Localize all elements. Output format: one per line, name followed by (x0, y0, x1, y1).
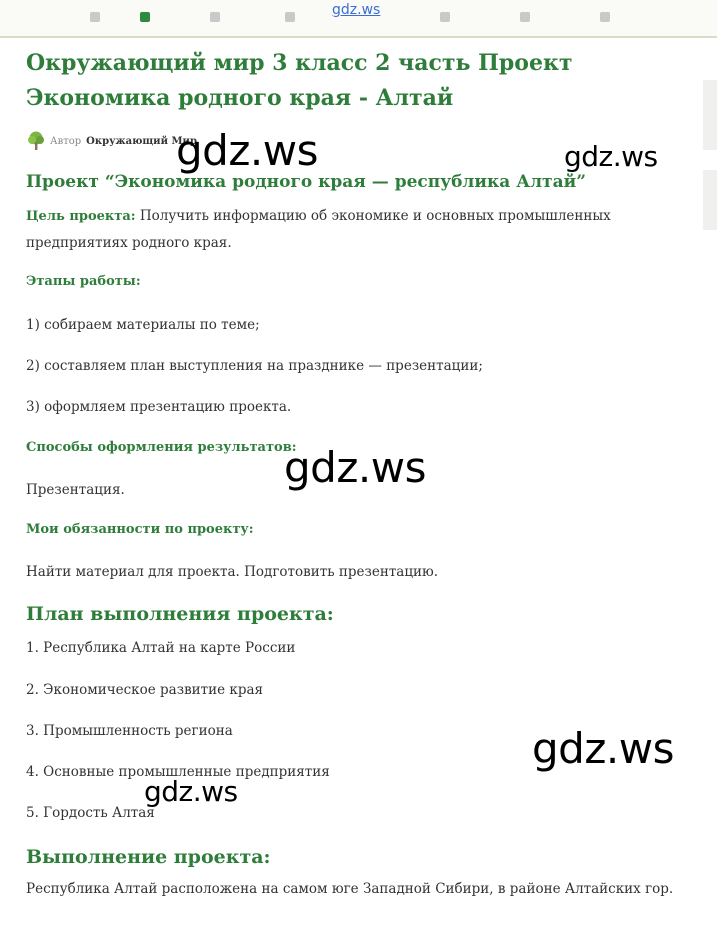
goal-paragraph (26, 203, 666, 256)
nav-icon[interactable] (90, 12, 100, 22)
article-title (26, 46, 686, 116)
list-item: 2) составляем план выступления на празднике — презентации; (26, 358, 483, 374)
goal-label: Цель проекта: (26, 209, 136, 224)
nav-icon[interactable] (210, 12, 220, 22)
list-item: 1) собираем материалы по теме; (26, 317, 260, 333)
author-meta (26, 130, 197, 152)
duties-text: Найти материал для проекта. Подготовить презентацию. (26, 564, 439, 580)
goal-text: Получить информацию об экономике и основных промышленных предприятиях родного края. (26, 208, 611, 251)
article-header (26, 46, 686, 116)
site-header-bar (0, 0, 717, 38)
sidebar-edge (703, 80, 717, 150)
watermark: gdz.ws (284, 443, 426, 492)
methods-text: Презентация. (26, 482, 125, 498)
article-title-line: Экономика родного края - Алтай (26, 85, 454, 111)
list-item: 1. Республика Алтай на карте России (26, 640, 296, 656)
list-item: 2. Экономическое развитие края (26, 682, 264, 698)
watermark: gdz.ws (532, 724, 674, 773)
tree-icon (26, 131, 46, 151)
list-item: 3) оформляем презентацию проекта. (26, 399, 292, 415)
execution-heading: Выполнение проекта: (26, 846, 271, 868)
nav-icon[interactable] (285, 12, 295, 22)
project-heading: Проект “Экономика родного края — республика Алтай” (26, 172, 586, 192)
author-name[interactable]: Окружающий Мир (86, 135, 197, 147)
watermark: gdz.ws (144, 775, 238, 808)
watermark: gdz.ws (176, 126, 318, 175)
nav-icon[interactable] (440, 12, 450, 22)
plan-heading: План выполнения проекта: (26, 603, 334, 625)
duties-label: Мои обязанности по проекту: (26, 522, 254, 537)
site-link[interactable]: gdz.ws (332, 2, 381, 18)
nav-icon[interactable] (600, 12, 610, 22)
nav-icon[interactable] (140, 12, 150, 22)
list-item: 3. Промышленность региона (26, 723, 233, 739)
nav-icon[interactable] (520, 12, 530, 22)
author-prefix: Автор (50, 135, 82, 147)
article-title-line: Окружающий мир 3 класс 2 часть Проект (26, 50, 573, 76)
watermark: gdz.ws (564, 140, 658, 173)
list-item: 4. Основные промышленные предприятия (26, 764, 330, 780)
sidebar-edge (703, 170, 717, 230)
stages-label: Этапы работы: (26, 274, 141, 289)
methods-label: Способы оформления результатов: (26, 440, 297, 455)
list-item: 5. Гордость Алтая (26, 805, 155, 821)
execution-text: Республика Алтай расположена на самом юге Западной Сибири, в районе Алтайских гор. (26, 881, 674, 897)
